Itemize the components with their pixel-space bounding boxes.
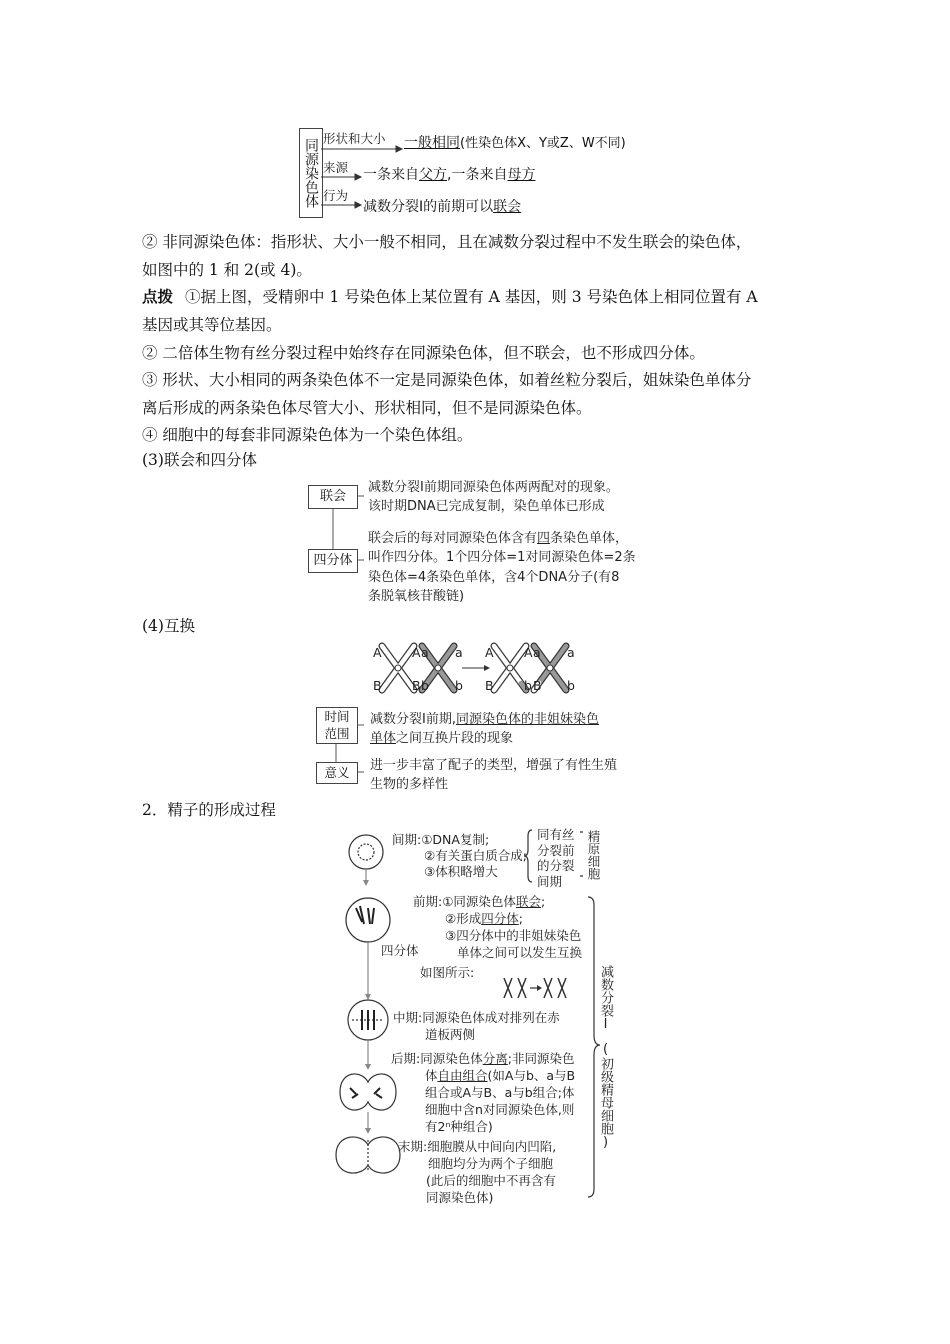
fig1-row2-text: 一条来自父方,一条来自母方 [363, 167, 536, 183]
tip-label: 点拨 [142, 288, 174, 306]
significance-desc-2: 生物的多样性 [370, 777, 449, 792]
section-sperm-heading: 2．精子的形成过程 [142, 801, 276, 819]
gene-a4: a [567, 645, 575, 660]
fig1-label-source: 来源 [323, 160, 349, 175]
fig1-label-behavior: 行为 [323, 188, 349, 203]
anaphase-text: 后期:同源染色体分离;非同源染色 体自由组合(如A与b、a与B 组合或A与B、a与b组合;体 细胞中含n对同源染色体,则 有2ⁿ种组合) [391, 1051, 576, 1134]
tip-line-5: 离后形成的两条染色体尽管大小、形状相同，但不是同源染色体。 [142, 399, 592, 417]
homologous-chromosome-box: 同源染色体 [299, 128, 323, 218]
primary-spermatocyte-label: (初级精母细胞) [598, 1042, 613, 1150]
example-caption: 如图所示: [420, 965, 475, 980]
fig1-label-shape: 形状和大小 [323, 131, 386, 146]
gene-a6: b [524, 678, 532, 693]
time-scope-box: 时间 范围 [316, 707, 358, 744]
spermatogonium-label: 精原细胞 [586, 830, 601, 880]
gene-b5: B [373, 678, 382, 693]
tetrad-desc-2: 叫作四分体。1个四分体=1对同源染色体=2条 [368, 550, 636, 565]
gene-b4: a [455, 645, 463, 660]
interphase-text: 间期:①DNA复制; ②有关蛋白质合成; ③体积略增大 [392, 832, 527, 879]
tetrad-caption: 四分体 [381, 943, 419, 958]
section-synapsis-heading: (3)联会和四分体 [142, 451, 257, 469]
gene-b2: A [412, 645, 421, 660]
tetrad-desc-1: 联会后的每对同源染色体含有四条染色单体， [368, 531, 629, 546]
tetrad-box: 四分体 [308, 549, 358, 573]
gene-a3: a [533, 645, 541, 660]
tip-line-4: ③ 形状、大小相同的两条染色体不一定是同源染色体，如着丝粒分裂后，姐妹染色单体分 [142, 371, 752, 389]
tip-line-1: 点拨 ①据上图，受精卵中 1 号染色体上某位置有 A 基因，则 3 号染色体上相同位置有 A [142, 288, 758, 306]
gene-b3: a [421, 645, 429, 660]
gene-a5: B [485, 678, 494, 693]
synapsis-desc-1: 减数分裂Ⅰ前期同源染色体两两配对的现象。 [368, 480, 619, 495]
tip-line-2: 基因或其等位基因。 [142, 316, 282, 334]
synapsis-desc-2: 该时期DNA已完成复制，染色单体已形成 [368, 499, 605, 514]
para-nonhomologous-2: 如图中的 1 和 2(或 4)。 [142, 261, 312, 279]
gene-b6: B [412, 678, 421, 693]
section-crossover-heading: (4)互换 [142, 617, 195, 635]
meiosis-i-side-label: 减数分裂Ⅰ [598, 965, 613, 1032]
gene-b7: b [421, 678, 429, 693]
gene-b8: b [455, 678, 463, 693]
crossover-desc-2: 单体之间互换片段的现象 [370, 731, 514, 746]
prophase-text: 前期:①同源染色体联会; ②形成四分体; ③四分体中的非姐妹染色 单体之间可以发生互换 [413, 894, 583, 960]
fig1-row1-text: 一般相同(性染色体X、Y或Z、W不同) [404, 135, 626, 151]
para-nonhomologous-1: ② 非同源染色体：指形状、大小一般不相同，且在减数分裂过程中不发生联会的染色体， [142, 233, 752, 251]
fig1-row3-text: 减数分裂Ⅰ的前期可以联会 [363, 199, 522, 215]
synapsis-box: 联会 [308, 485, 358, 509]
significance-box: 意义 [316, 762, 358, 784]
tetrad-desc-4: 条脱氧核苷酸链) [368, 589, 465, 604]
gene-a2: A [524, 645, 533, 660]
metaphase-text: 中期:同源染色体成对排列在赤 道板两侧 [393, 1010, 560, 1042]
tip-line-6: ④ 细胞中的每套非同源染色体为一个染色体组。 [142, 426, 473, 444]
tip-line-3: ② 二倍体生物有丝分裂过程中始终存在同源染色体，但不联会，也不形成四分体。 [142, 344, 705, 362]
gene-a1: A [485, 645, 494, 660]
tetrad-desc-3: 染色体=4条染色单体，含4个DNA分子(有8 [368, 570, 620, 585]
telophase-text: 末期:细胞膜从中间向内凹陷, 细胞均分为两个子细胞 (此后的细胞中不再含有 同源染色体) [398, 1139, 557, 1205]
gene-b1: A [373, 645, 382, 660]
crossover-desc-1: 减数分裂Ⅰ前期,同源染色体的非姐妹染色 [370, 712, 599, 727]
significance-desc-1: 进一步丰富了配子的类型，增强了有性生殖 [370, 758, 618, 773]
gene-a8: b [567, 678, 575, 693]
interphase-note: 同有丝 分裂前 的分裂 间期 [537, 827, 575, 889]
gene-a7: B [533, 678, 542, 693]
